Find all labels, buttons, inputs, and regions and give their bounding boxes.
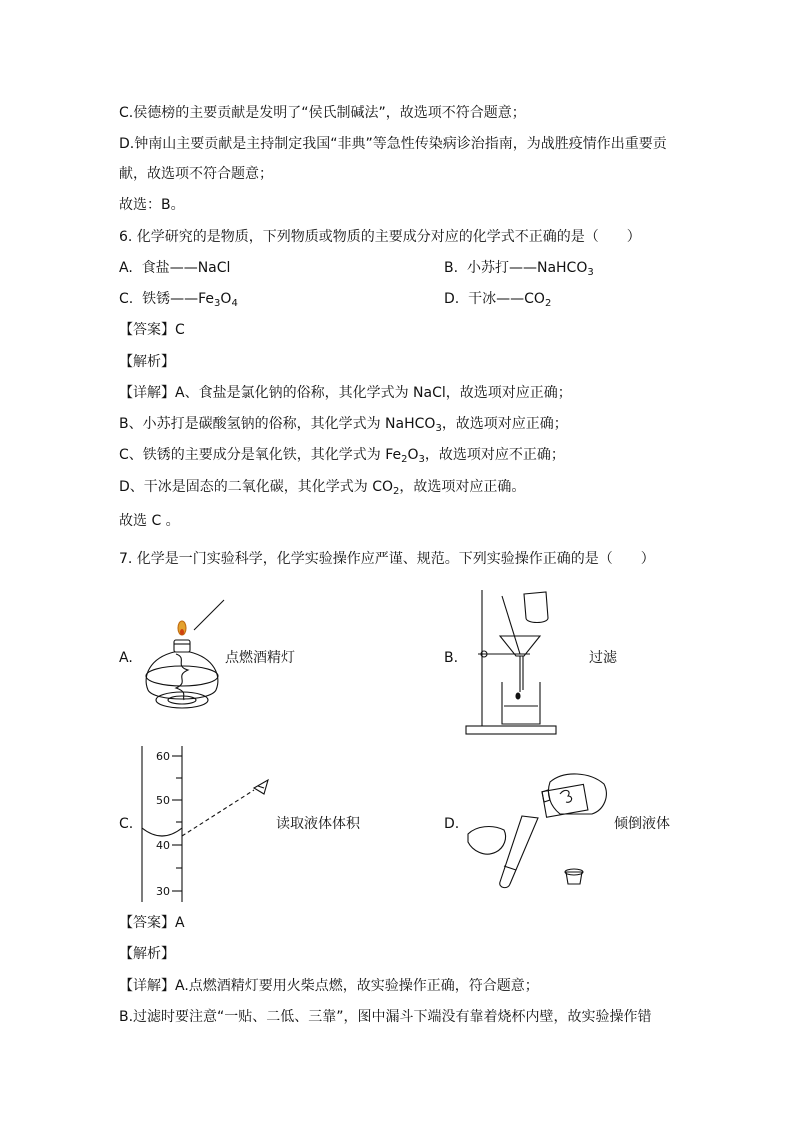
q6-option-c-sub-2: 4	[231, 298, 238, 309]
q6-option-a-letter: A.	[119, 260, 133, 276]
q6-detail-d-post: ，故选项对应正确。	[399, 479, 526, 495]
q6-option-b-name: 小苏打	[466, 260, 509, 276]
q6-option-d-subscript: 2	[544, 298, 552, 309]
label-leaf	[560, 790, 572, 802]
test-tube	[500, 816, 538, 888]
q7-analysis-label: 【解析】	[119, 946, 175, 962]
q6-detail-b-sub: 3	[435, 423, 442, 434]
q6-detail-a: 【详解】A、食盐是氯化钠的俗称，其化学式为 NaCl，故选项对应正确；	[119, 385, 572, 401]
q6-detail-b	[119, 414, 568, 439]
q6-option-c-name: 铁锈	[142, 291, 171, 307]
q6-option-d-name: 干冰	[468, 291, 497, 307]
q6-detail-c-post: ，故选项对应不正确；	[424, 447, 565, 463]
q7-option-b-caption: 过滤	[589, 650, 617, 666]
q6-option-c	[119, 289, 238, 314]
lamp-neck	[174, 640, 190, 652]
match-stick	[194, 600, 224, 630]
q7-option-a-letter: A.	[119, 650, 133, 666]
alcohol-lamp-figure	[136, 596, 228, 720]
hand-left	[468, 827, 506, 855]
q6-detail-c-sub1: 2	[401, 454, 408, 465]
q7-answer-label: 【答案】A	[119, 915, 185, 931]
q6-option-b-formula: NaHCO	[536, 260, 588, 276]
q6-answer-label: 【答案】C	[119, 322, 185, 338]
hand-right	[548, 774, 606, 814]
q6-option-c-sub-1: 3	[214, 298, 221, 309]
q6-option-d-letter: D.	[444, 291, 460, 307]
q7-option-b-letter: B.	[444, 650, 459, 666]
q7-option-c-caption: 读取液体体积	[276, 816, 360, 832]
q6-detail-c	[119, 445, 565, 470]
meniscus	[142, 828, 182, 836]
pouring-beaker	[524, 592, 548, 623]
q6-option-b	[444, 258, 594, 283]
q6-option-b-letter: B.	[444, 260, 459, 276]
q6-option-b-dash: ——	[508, 260, 537, 276]
q6-detail-c-mid: O	[407, 447, 419, 463]
q6-option-a	[119, 258, 230, 278]
q7-option-c-letter: C.	[119, 816, 134, 832]
q7-detail-a: 【详解】A.点燃酒精灯要用火柴点燃，故实验操作正确，符合题意；	[119, 978, 539, 994]
q6-option-d-formula: CO	[524, 291, 545, 307]
prev-answer-d-line2: 献，故选项不符合题意；	[119, 166, 273, 182]
q6-conclusion: 故选 C 。	[119, 513, 180, 529]
prev-answer-conclusion: 故选：B。	[119, 197, 185, 213]
q6-option-a-name: 食盐	[141, 260, 170, 276]
q6-analysis-label: 【解析】	[119, 354, 175, 370]
q6-option-c-formula-1: Fe	[198, 291, 215, 307]
receiving-beaker	[502, 682, 540, 724]
q6-detail-d	[119, 477, 525, 502]
q6-option-b-subscript: 3	[587, 267, 594, 278]
q7-detail-b: B.过滤时要注意“一贴、二低、三靠”，图中漏斗下端没有靠着烧杯内壁，故实验操作错	[119, 1009, 652, 1025]
q6-option-d-dash: ——	[496, 291, 525, 307]
q6-option-c-dash: ——	[170, 291, 199, 307]
q6-detail-b-post: ，故选项对应正确；	[441, 416, 568, 432]
q7-option-d-caption: 倾倒液体	[614, 816, 670, 832]
q6-option-d	[444, 289, 551, 314]
q6-option-c-letter: C.	[119, 291, 134, 307]
q6-detail-b-pre: B、小苏打是碳酸氢钠的俗称，其化学式为 NaHCO	[119, 416, 436, 432]
q7-stem: 7. 化学是一门实验科学，化学实验操作应严谨、规范。下列实验操作正确的是（ ）	[119, 551, 655, 567]
glass-rod	[502, 596, 520, 654]
filtration-figure	[462, 582, 560, 738]
prev-answer-d-line1: D.钟南山主要贡献是主持制定我国“非典”等急性传染病诊治指南，为战胜疫情作出重要贡	[119, 136, 667, 152]
q6-detail-c-pre: C、铁锈的主要成分是氧化铁，其化学式为 Fe	[119, 447, 402, 463]
q6-option-a-formula: NaCl	[197, 260, 231, 276]
prev-answer-c-line: C.侯德榜的主要贡献是发明了“侯氏制碱法”，故选项不符合题意；	[119, 105, 526, 121]
tick-40: 40	[156, 839, 170, 852]
q7-option-a-caption: 点燃酒精灯	[225, 650, 295, 666]
sight-line	[182, 790, 254, 836]
q7-option-d-letter: D.	[444, 816, 460, 832]
q6-option-c-formula-2: O	[220, 291, 232, 307]
q6-stem: 6. 化学研究的是物质，下列物质或物质的主要成分对应的化学式不正确的是（ ）	[119, 229, 641, 245]
tick-30: 30	[156, 885, 170, 898]
stand-base	[466, 726, 556, 734]
tick-60: 60	[156, 750, 170, 763]
pouring-liquid-figure	[464, 766, 614, 892]
graduated-cylinder-figure	[136, 744, 286, 904]
q6-detail-d-pre: D、干冰是固态的二氧化碳，其化学式为 CO	[119, 479, 394, 495]
q6-option-a-dash: ——	[169, 260, 198, 276]
tick-50: 50	[156, 794, 170, 807]
q6-detail-c-sub2: 3	[418, 454, 425, 465]
lamp-base	[156, 692, 208, 708]
q6-detail-d-sub: 2	[393, 486, 400, 497]
